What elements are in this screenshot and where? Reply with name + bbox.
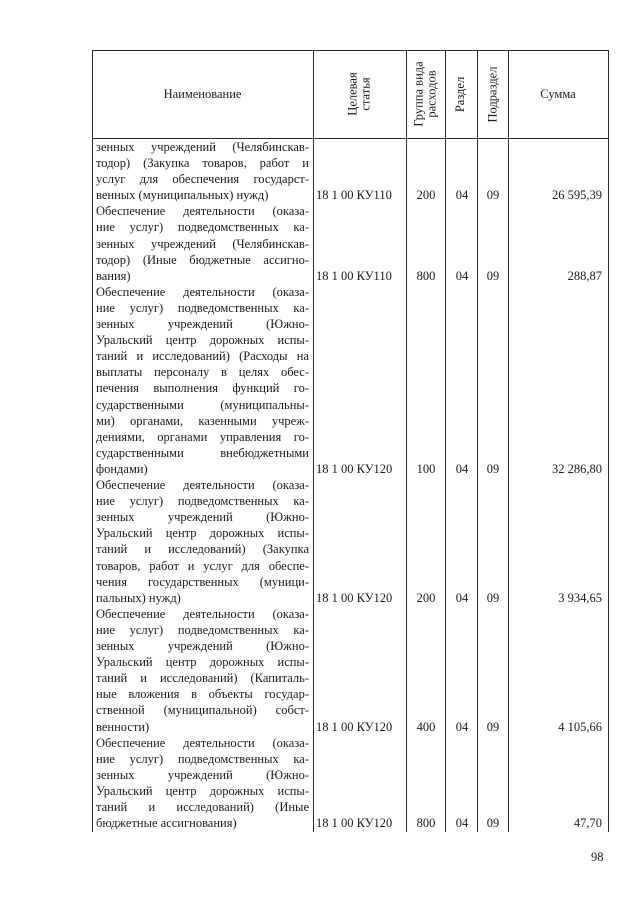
- row-section: 04: [455, 188, 469, 203]
- row-target-article: 18 1 00 КУ120: [316, 590, 393, 605]
- row-name-line: зенных учреждений (Челябинскав-: [96, 236, 309, 251]
- row-name-line: зенных учреждений (Южно-: [96, 317, 309, 332]
- row-subsection: 09: [486, 719, 500, 734]
- row-sum: 32 286,80: [552, 462, 602, 476]
- header-subsection-label: Подраздел: [485, 66, 499, 122]
- row-section: 04: [455, 719, 469, 734]
- row-sum: 288,87: [567, 268, 602, 283]
- budget-table: [92, 50, 608, 832]
- row-name-line: сударственными (муниципальны-: [96, 397, 309, 412]
- row-expense-group: 200: [416, 590, 436, 605]
- row-section: 04: [455, 462, 469, 476]
- row-name-line: зенных учреждений (Челябинскав-: [96, 140, 309, 154]
- row-name-line: чения государственных (муници-: [96, 574, 309, 589]
- header-section-label: Раздел: [453, 76, 468, 112]
- row-name-line: Уральский центр дорожных испы-: [96, 526, 309, 541]
- header-target-article: [313, 50, 406, 138]
- row-name: [96, 477, 309, 606]
- header-target-line2: статья: [358, 77, 373, 111]
- row-sum: 4 105,66: [558, 719, 602, 734]
- row-name-line: Обеспечение деятельности (оказа-: [96, 478, 309, 493]
- row-name-line: ние услуг) подведомственных ка-: [96, 494, 309, 509]
- row-name-line: ми) органами, казенными учреж-: [96, 413, 309, 428]
- row-name-line: ные вложения в объекты государ-: [96, 687, 309, 702]
- row-section: 04: [455, 816, 469, 831]
- row-name-line: таний и исследований) (Закупка: [96, 542, 309, 557]
- row-name-line: таний и исследований) (Иные: [96, 800, 309, 815]
- row-section: 04: [455, 268, 469, 283]
- row-target-article: 18 1 00 КУ120: [316, 462, 393, 476]
- row-name-line: бюджетные ассигнования): [96, 816, 237, 831]
- row-subsection: 09: [486, 462, 500, 476]
- header-subsection: [477, 50, 508, 138]
- row-name-line: таний и исследований) (Капиталь-: [96, 671, 309, 686]
- row-name-line: венных (муниципальных) нужд): [96, 188, 269, 203]
- row-name-line: услуг для обеспечения государст-: [96, 172, 309, 187]
- table-left-border: [92, 50, 93, 832]
- header-name: [92, 50, 313, 138]
- row-section: 04: [455, 590, 469, 605]
- header-group-line2: расходов: [424, 70, 439, 118]
- row-name-line: ние услуг) подведомственных ка-: [96, 622, 309, 637]
- column-divider: [508, 50, 509, 832]
- row-subsection: 09: [486, 268, 500, 283]
- row-name-line: ние услуг) подведомственных ка-: [96, 751, 309, 766]
- row-name: [96, 139, 309, 203]
- row-name-line: Уральский центр дорожных испы-: [96, 333, 309, 348]
- row-name-line: зенных учреждений (Южно-: [96, 767, 309, 782]
- row-name-line: печения выполнения функций го-: [96, 381, 309, 396]
- row-name-line: таний и исследований) (Расходы на: [96, 349, 309, 364]
- row-expense-group: 200: [416, 188, 436, 203]
- column-divider: [477, 50, 478, 832]
- row-name-line: Обеспечение деятельности (оказа-: [96, 606, 309, 621]
- column-divider: [313, 50, 314, 832]
- row-name-line: дениями, органами управления го-: [96, 429, 309, 444]
- row-name: [96, 203, 309, 283]
- row-name-line: ние услуг) подведомственных ка-: [96, 300, 309, 315]
- row-name-line: фондами): [96, 461, 148, 476]
- column-divider: [445, 50, 446, 832]
- row-target-article: 18 1 00 КУ120: [316, 719, 393, 734]
- row-name-line: Обеспечение деятельности (оказа-: [96, 284, 309, 299]
- row-subsection: 09: [486, 590, 500, 605]
- row-expense-group: 400: [416, 719, 436, 734]
- row-target-article: 18 1 00 КУ110: [316, 188, 392, 203]
- row-name-line: сударственными внебюджетными: [96, 445, 309, 460]
- row-expense-group: 800: [416, 268, 436, 283]
- table-right-border: [608, 50, 609, 832]
- row-name-line: зенных учреждений (Южно-: [96, 639, 309, 654]
- row-target-article: 18 1 00 КУ110: [316, 268, 392, 283]
- row-name-line: Обеспечение деятельности (оказа-: [96, 735, 309, 750]
- header-section: [445, 50, 477, 138]
- column-divider: [406, 50, 407, 832]
- row-name-line: вания): [96, 268, 131, 283]
- row-name-line: ственной (муниципальной) собст-: [96, 703, 309, 718]
- header-target-line1: Целевая: [345, 72, 360, 116]
- row-name: [96, 284, 309, 477]
- row-name-line: венности): [96, 719, 150, 734]
- row-name-line: тодор) (Закупка товаров, работ и: [96, 156, 309, 171]
- row-name-line: тодор) (Иные бюджетные ассигно-: [96, 252, 309, 267]
- row-name-line: выплаты персоналу в целях обес-: [96, 365, 309, 380]
- row-subsection: 09: [486, 816, 500, 831]
- row-target-article: 18 1 00 КУ120: [316, 816, 393, 831]
- row-subsection: 09: [486, 188, 500, 203]
- row-name-line: Обеспечение деятельности (оказа-: [96, 204, 309, 219]
- header-sum-label: Сумма: [540, 86, 576, 101]
- header-name-label: Наименование: [163, 86, 242, 101]
- row-sum: 26 595,39: [552, 188, 602, 203]
- row-name: [96, 735, 309, 832]
- row-expense-group: 100: [416, 462, 436, 476]
- page-number: 98: [591, 850, 604, 864]
- row-name-line: пальных) нужд): [96, 590, 181, 605]
- row-sum: 3 934,65: [558, 590, 602, 605]
- row-name-line: зенных учреждений (Южно-: [96, 510, 309, 525]
- row-sum: 47,70: [573, 816, 602, 831]
- row-name: [96, 606, 309, 735]
- row-name-line: ние услуг) подведомственных ка-: [96, 220, 309, 235]
- header-sum: [508, 50, 608, 138]
- header-group-line1: Группа вида: [411, 61, 426, 127]
- row-name-line: Уральский центр дорожных испы-: [96, 783, 309, 798]
- table-top-border: [92, 50, 608, 51]
- header-expense-group: [406, 50, 445, 138]
- row-name-line: Уральский центр дорожных испы-: [96, 655, 309, 670]
- row-name-line: товаров, работ и услуг для обеспе-: [96, 558, 309, 573]
- row-expense-group: 800: [416, 816, 436, 831]
